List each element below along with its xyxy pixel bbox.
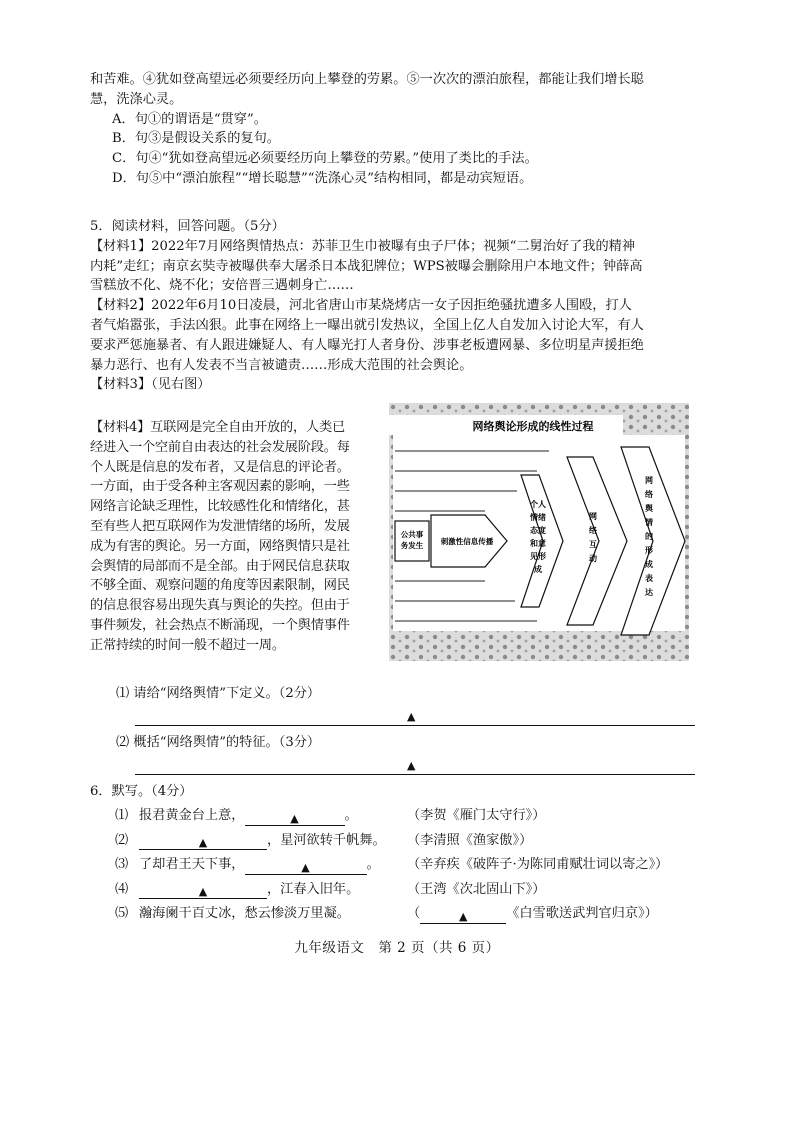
verse-text: 。 bbox=[344, 808, 358, 823]
dictation-blank[interactable] bbox=[139, 885, 267, 899]
dictation-blank[interactable] bbox=[245, 812, 345, 826]
svg-text:和意: 和意 bbox=[530, 539, 546, 548]
svg-text:个人: 个人 bbox=[530, 500, 546, 509]
answer-line-2[interactable] bbox=[135, 753, 695, 779]
question-4 bbox=[90, 70, 700, 189]
svg-text:见形: 见形 bbox=[530, 552, 546, 561]
question-5-subquestions bbox=[90, 684, 700, 779]
dictation-line bbox=[139, 855, 380, 875]
dictation-number: ⑷ bbox=[115, 881, 129, 897]
diagram-title: 网络舆论形成的线性过程 bbox=[472, 420, 594, 433]
q6-header: 6．默写。（4分） bbox=[90, 784, 193, 799]
dictation-source: （李贺《雁门太守行》） bbox=[407, 808, 546, 823]
answer-line-1[interactable] bbox=[135, 704, 695, 730]
svg-text:络: 络 bbox=[645, 490, 653, 499]
dictation-line bbox=[139, 880, 359, 900]
material-2-line: 者气焰嚣张，手法凶狠。此事在网络上一曝出就引发热议，全国上亿人自发加入讨论大军，有人 bbox=[90, 317, 644, 333]
dictation-item bbox=[115, 880, 675, 905]
verse-text: 瀚海阑干百丈冰，愁云惨淡万里凝。 bbox=[139, 906, 350, 921]
diagram-stage-1: 公共事务发生 bbox=[400, 530, 424, 550]
dictation-source: （李清照《渔家傲》） bbox=[407, 832, 533, 848]
dictation-source bbox=[407, 904, 658, 924]
material-4-line: 至有些人把互联网作为发泄情绪的场所，发展 bbox=[90, 518, 350, 534]
material-4-line: 个人既是信息的发布者，又是信息的评论者。 bbox=[90, 459, 350, 475]
verse-text: 了却君王天下事， bbox=[139, 857, 245, 872]
material-4-line: 成为有害的舆论。另一方面，网络舆情只是社 bbox=[90, 538, 350, 554]
dictation-item bbox=[115, 831, 675, 856]
verse-text: ，江春入旧年。 bbox=[267, 881, 360, 897]
svg-text:络: 络 bbox=[589, 526, 597, 535]
public-opinion-process-diagram bbox=[389, 403, 689, 661]
material-2-line: 暴力恶行、也有人发表不当言被谴责……形成大范围的社会舆论。 bbox=[90, 357, 473, 373]
svg-text:网: 网 bbox=[589, 512, 597, 521]
svg-text:成: 成 bbox=[534, 565, 542, 574]
answer-marker: ▲ bbox=[407, 710, 416, 724]
svg-text:的: 的 bbox=[645, 532, 653, 541]
material-4-line: 正常持续的时间一般不超过一周。 bbox=[90, 637, 285, 653]
q5-sub-2: ⑵ 概括“网络舆情”的特征。（3分） bbox=[116, 734, 321, 750]
page-footer: 九年级语文 第 2 页（共 6 页） bbox=[294, 940, 500, 956]
material-4-line: 的信息很容易出现失真与舆论的失控。但由于 bbox=[90, 598, 350, 614]
dictation-line bbox=[139, 806, 358, 826]
answer-marker: ▲ bbox=[301, 860, 310, 874]
q4-option-c: C．句④“犹如登高望远必须要经历向上攀登的劳累。”使用了类比的手法。 bbox=[112, 151, 538, 167]
material-4-line: 会舆情的局部而不是全部。由于网民信息获取 bbox=[90, 558, 350, 574]
q5-header: 5．阅读材料，回答问题。（5分） bbox=[90, 219, 285, 234]
dictation-line bbox=[139, 904, 350, 924]
svg-text:舆: 舆 bbox=[645, 504, 653, 513]
source-title: 《白雪歌送武判官归京》） bbox=[506, 906, 658, 921]
answer-marker: ▲ bbox=[198, 836, 208, 850]
q4-option-a: A．句①的谓语是“贯穿”。 bbox=[112, 111, 267, 127]
dictation-number: ⑸ bbox=[115, 906, 129, 921]
dictation-number: ⑴ bbox=[115, 808, 129, 823]
q4-option-b: B．句③是假设关系的复句。 bbox=[112, 131, 280, 147]
verse-text: ，星河欲转千帆舞。 bbox=[267, 832, 386, 848]
question-6-header bbox=[90, 782, 700, 802]
dictation-blank[interactable] bbox=[139, 836, 267, 850]
svg-text:形: 形 bbox=[645, 546, 653, 555]
material-3-line: 【材料3】（见右图） bbox=[90, 377, 211, 393]
material-1-line: 内耗”走红；南京玄奘寺被曝供奉大屠杀日本战犯牌位；WPS被曝会删除用户本地文件；钟薛高 bbox=[90, 258, 643, 274]
material-4-line: 事件频发，社会热点不断涌现，一个舆情事件 bbox=[90, 617, 350, 633]
dictation-blank[interactable] bbox=[420, 910, 506, 924]
svg-text:互: 互 bbox=[589, 540, 597, 549]
dictation-source: （王湾《次北固山下》） bbox=[407, 881, 546, 897]
answer-marker: ▲ bbox=[290, 811, 299, 825]
material-2-line: 【材料2】2022年6月10日凌晨，河北省唐山市某烧烤店一女子因拒绝骚扰遭多人围殴，打人 bbox=[90, 298, 632, 314]
answer-marker: ▲ bbox=[198, 885, 208, 899]
dictation-number: ⑵ bbox=[115, 832, 129, 848]
material-4-line: 【材料4】互联网是完全自由开放的，人类已 bbox=[90, 420, 345, 435]
dictation-item bbox=[115, 806, 675, 831]
question-5 bbox=[90, 217, 700, 395]
diagram-stage-5 bbox=[644, 476, 654, 597]
dictation-number: ⑶ bbox=[115, 857, 129, 872]
material-4 bbox=[90, 418, 385, 656]
q4-intro-line: 和苦难。④犹如登高望远必须要经历向上攀登的劳累。⑤一次次的漂泊旅程，都能让我们增长聪 bbox=[90, 72, 644, 87]
material-4-line: 网络言论缺乏理性，比较感性化和情绪化，甚 bbox=[90, 499, 350, 515]
svg-text:态度: 态度 bbox=[530, 526, 546, 535]
material-4-line: 不够全面、观察问题的角度等因素限制，网民 bbox=[90, 578, 350, 594]
verse-text: 。 bbox=[366, 857, 380, 872]
svg-text:成: 成 bbox=[645, 560, 653, 569]
material-1-line: 雪糕放不化、烧不化；安倍晋三遇刺身亡…… bbox=[90, 278, 354, 294]
q4-option-d: D．句⑤中“漂泊旅程”“增长聪慧”“洗涤心灵”结构相同，都是动宾短语。 bbox=[112, 170, 533, 186]
material-2-line: 要求严惩施暴者、有人跟进嫌疑人、有人曝光打人者身份、涉事老板遭网暴、多位明星声援拒绝 bbox=[90, 337, 644, 353]
dictation-list bbox=[115, 806, 675, 929]
answer-marker: ▲ bbox=[407, 759, 416, 773]
svg-text:情绪: 情绪 bbox=[530, 513, 546, 522]
dictation-item bbox=[115, 904, 675, 929]
verse-text: 报君黄金台上意， bbox=[139, 808, 245, 823]
q5-sub-1: ⑴ 请给“网络舆情”下定义。（2分） bbox=[116, 686, 321, 701]
dictation-source: （辛弃疾《破阵子·为陈同甫赋壮词以寄之》） bbox=[407, 857, 669, 872]
svg-text:网: 网 bbox=[645, 476, 653, 485]
material-1-line: 【材料1】2022年7月网络舆情热点：苏菲卫生巾被曝有虫子尸体；视频“二舅治好了我的精神 bbox=[90, 238, 636, 254]
dictation-item bbox=[115, 855, 675, 880]
svg-text:表: 表 bbox=[645, 574, 653, 583]
dictation-line bbox=[139, 831, 386, 851]
svg-text:达: 达 bbox=[645, 588, 653, 597]
material-4-line: 经进入一个空前自由表达的社会发展阶段。每 bbox=[90, 439, 350, 455]
material-4-line: 一方面，由于受各种主客观因素的影响，一些 bbox=[90, 479, 350, 495]
svg-text:动: 动 bbox=[589, 554, 597, 563]
svg-text:情: 情 bbox=[645, 518, 653, 527]
dictation-blank[interactable] bbox=[245, 861, 367, 875]
q4-intro-line: 慧，洗涤心灵。 bbox=[90, 91, 183, 107]
diagram-stage-2: 刺激性信息传播 bbox=[440, 537, 494, 546]
answer-marker: ▲ bbox=[458, 909, 468, 923]
source-paren: （ bbox=[407, 906, 421, 921]
